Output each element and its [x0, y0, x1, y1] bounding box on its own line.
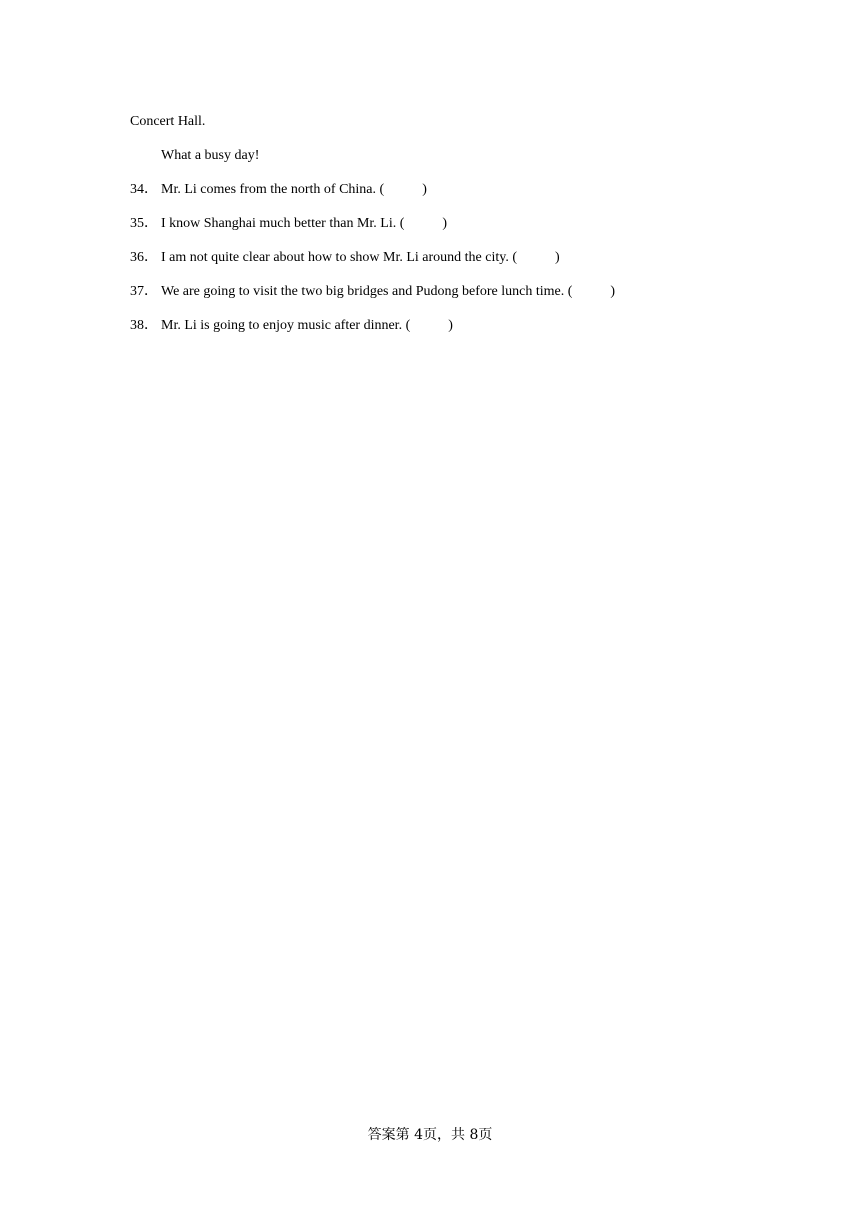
- question-text: Mr. Li is going to enjoy music after dinner. (: [161, 318, 411, 333]
- passage-line: Concert Hall.: [130, 114, 206, 129]
- question-close: ): [442, 216, 448, 231]
- question-close: ): [422, 182, 427, 197]
- question-number: 34．: [130, 182, 158, 197]
- page-footer: 答案第 4页，共 8页: [367, 1127, 493, 1143]
- question-number: 36．: [130, 250, 158, 265]
- question-text: I am not quite clear about how to show Mr. Li around the city. (: [161, 250, 518, 265]
- question-item: [130, 249, 560, 267]
- question-text: I know Shanghai much better than Mr. Li. (: [161, 216, 405, 231]
- question-number: 38．: [130, 318, 158, 333]
- question-number: 35．: [130, 216, 158, 231]
- question-close: ): [555, 250, 560, 265]
- question-number: 37．: [130, 284, 158, 299]
- question-item: [130, 283, 615, 301]
- question-text: We are going to visit the two big bridges and Pudong before lunch time. (: [161, 284, 573, 299]
- question-text: Mr. Li comes from the north of China. (: [161, 182, 385, 197]
- question-item: [130, 181, 427, 199]
- question-item: [130, 317, 453, 335]
- question-close: ): [610, 284, 616, 299]
- question-close: ): [448, 318, 453, 333]
- question-item: [130, 215, 447, 233]
- passage-line: What a busy day!: [161, 148, 260, 163]
